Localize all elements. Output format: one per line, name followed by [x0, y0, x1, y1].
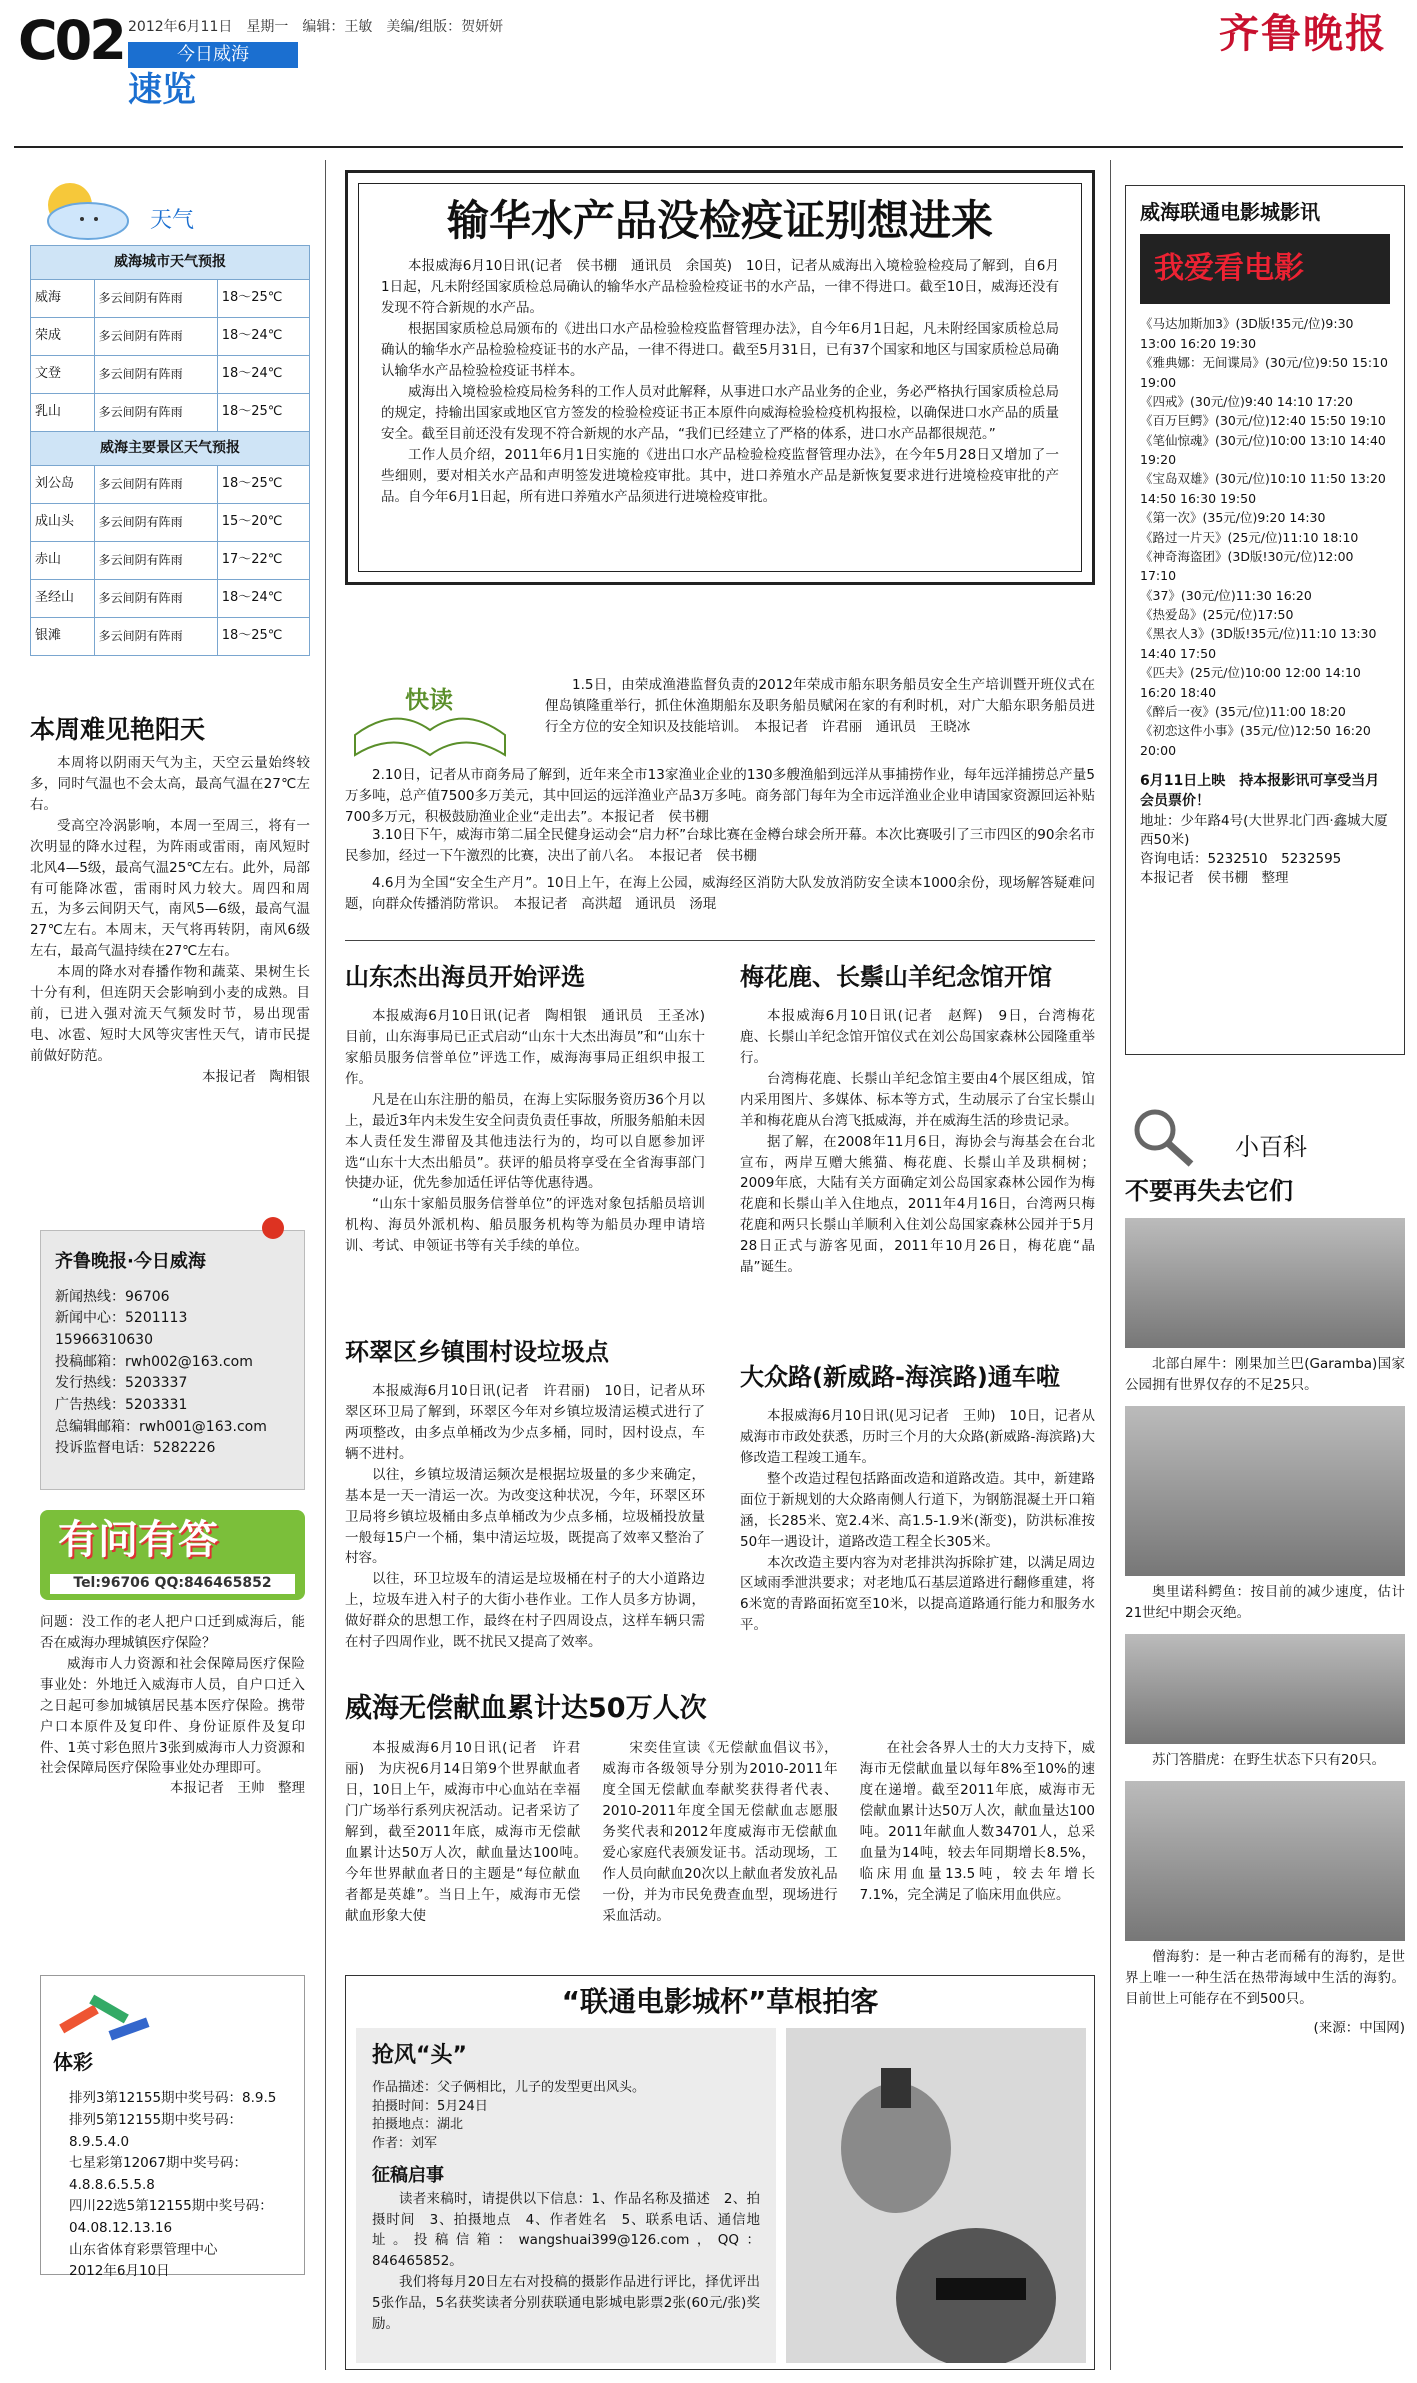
animal-photo [1125, 1634, 1405, 1744]
article-paragraph: 受高空冷涡影响，本周一至周三，将有一次明显的降水过程，为阵雨或雷雨，南风短时北风4—5级，最高气温25℃左右。此外，局部有可能降冰雹，雷雨时风力较大。周四和周五，为多云间阴天气，南风5—6级，最高气温27℃左右。本周末，天气将再转阴，南风6级左右，最高气温持续在27℃左右。 [30, 817, 310, 960]
article-byline: 本报记者 陶相银 [202, 1068, 310, 1085]
column-divider [1110, 160, 1111, 2370]
film-item: 《笔仙惊魂》(30元/位)10:00 13:10 14:40 19:20 [1140, 432, 1386, 468]
lottery-line: 2012年6月10日 [69, 2263, 170, 2280]
weather-row [31, 542, 310, 580]
contact-row: 15966310630 [55, 1331, 153, 1348]
qa-byline: 本报记者 王帅 整理 [170, 1780, 305, 1797]
weather-temp: 18～24℃ [217, 580, 309, 618]
qa-question: 问题：没工作的老人把户口迁到威海后，能否在威海办理城镇医疗保险？ [40, 1614, 305, 1651]
film-title: 威海联通电影城影讯 [1140, 200, 1320, 224]
contact-row: 广告热线：5203331 [55, 1396, 188, 1413]
lottery-panel [40, 1975, 305, 2280]
weather-temp: 17～22℃ [217, 542, 309, 580]
weather-name: 荣成 [31, 318, 95, 356]
weather-cond: 多云间阴有阵雨 [94, 580, 217, 618]
contact-row: 总编辑邮箱：rwh001@163.com [55, 1418, 267, 1435]
film-item: 《雅典娜：无间谍局》(30元/位)9:50 15:10 19:00 [1140, 355, 1388, 390]
lottery-line: 排列5第12155期中奖号码：8.9.5.4.0 [69, 2112, 243, 2150]
film-item: 《宝岛双雄》(30元/位)10:10 11:50 13:20 14:50 16:30 19:50 [1140, 471, 1386, 506]
article-paragraph: 本报威海6月10日讯(见习记者 王帅) 10日，记者从威海市市政处获悉，历时三个月的大众路(新威路-海滨路)大修改造工程竣工通车。 [740, 1408, 1095, 1466]
pin-icon [262, 1217, 284, 1239]
article-paragraph: 以往，乡镇垃圾清运频次是根据垃圾量的多少来确定，基本是一天一清运一次。为改变这种状况，今年，环翠区环卫局将乡镇垃圾桶由多点单桶改为少点多桶，垃圾桶投放量一般每15户一个桶，集中清运垃圾，既提高了效率又整治了村容。 [345, 1466, 705, 1567]
week-weather-article [30, 715, 310, 1088]
wiki-label: 小百科 [1235, 1133, 1307, 1161]
film-phone: 咨询电话：5232510 5232595 [1140, 851, 1342, 868]
article-paragraph: 本周的降水对春播作物和蔬菜、果树生长十分有利，但连阴天会影响到小麦的成熟。目前，已进入强对流天气频发时节，易出现雷电、冰雹、短时大风等灾害性天气，请市民提前做好防范。 [30, 964, 310, 1064]
designer: 美编/组版：贺妍妍 [386, 19, 504, 35]
weather-name: 文登 [31, 356, 95, 394]
animal-photo [1125, 1218, 1405, 1348]
film-item: 《醉后一夜》(35元/位)11:00 18:20 [1140, 703, 1346, 719]
wiki-item [1125, 1781, 1405, 2010]
film-byline: 本报记者 侯书棚 整理 [1140, 870, 1289, 887]
weather-temp: 18～24℃ [217, 356, 309, 394]
article-title: 威海无偿献血累计达50万人次 [345, 1693, 707, 1724]
contact-list [55, 1287, 290, 1461]
weather-row [31, 394, 310, 432]
issue-date: 2012年6月11日 星期一 [128, 19, 289, 35]
contact-row: 投诉监督电话：5282226 [55, 1440, 216, 1457]
weather-table [30, 245, 310, 656]
film-item: 《37》(30元/位)11:30 16:20 [1140, 587, 1312, 603]
article-blood [345, 1690, 1095, 1927]
wiki-source: (来源：中国网) [1313, 2020, 1405, 2037]
weather-cond: 多云间阴有阵雨 [94, 466, 217, 504]
photo-info [356, 2028, 776, 2363]
weather-name: 赤山 [31, 542, 95, 580]
film-banner-text: 我爱看电影 [1154, 251, 1304, 287]
lead-paragraph: 根据国家质检总局颁布的《进出口水产品检验检疫监督管理办法》，自今年6月1日起，凡未附经国家质检总局确认的输华水产品检验检疫证书的水产品，一律不得进口。截至5月31日，已有37个国家和地区与国家质检总局确认输华水产品检验检疫证书样本。 [381, 321, 1059, 379]
work-desc: 作品描述：父子俩相比，儿子的发型更出风头。 [372, 2080, 646, 2096]
article-title: 梅花鹿、长鬃山羊纪念馆开馆 [740, 963, 1052, 991]
weather-cond: 多云间阴有阵雨 [94, 394, 217, 432]
qa-answer: 威海市人力资源和社会保障局医疗保险事业处：外地迁入威海市人员，自户口迁入之日起可参加城镇居民基本医疗保险。携带户口本原件及复印件、身份证原件及复印件、1英寸彩色照片3张到威海市人力资源和社会保障局医疗保险事业处办理即可。 [40, 1655, 305, 1777]
article-deer [740, 960, 1095, 1278]
wiki-caption: 僧海豹：是一种古老而稀有的海豹，是世界上唯一一种生活在热带海域中生活的海豹。目前世上可能存在不到500只。 [1125, 1948, 1405, 2007]
weather-title: 天气 [150, 208, 195, 233]
article-paragraph: 据了解，在2008年11月6日，海协会与海基会在台北宣布，两岸互赠大熊猫、梅花鹿、长鬃山羊及珙桐树；2009年底，大陆有关方面确定刘公岛国家森林公园作为梅花鹿和长鬃山羊入住地点，2011年4月16日，台湾两只梅花鹿和两只长鬃山羊顺利入住刘公岛国家森林公园并于5月28日正式与游客见面，2011年10月26日，梅花鹿“晶晶”诞生。 [740, 1133, 1095, 1276]
article-paragraph: 本次改造主要内容为对老排洪沟拆除扩建，以满足周边区域雨季泄洪要求；对老地瓜石基层道路进行翻修重建，将6米宽的青路面拓宽至10米，以提高道路通行能力和服务水平。 [740, 1554, 1095, 1634]
lead-title: 输华水产品没检疫证别想进来 [446, 196, 993, 245]
weather-name: 成山头 [31, 504, 95, 542]
weather-header [30, 175, 310, 245]
film-item: 《路过一片天》(25元/位)11:10 18:10 [1140, 529, 1359, 545]
film-item: 《黑衣人3》(3D版!35元/位)11:10 13:30 14:40 17:50 [1140, 626, 1377, 661]
article-paragraph: 台湾梅花鹿、长鬃山羊纪念馆主要由4个展区组成，馆内采用图片、多媒体、标本等方式，生动展示了台宝长鬃山羊和梅花鹿从台湾飞抵威海，并在威海生活的珍贵记录。 [740, 1070, 1095, 1129]
animal-photo [1125, 1781, 1405, 1941]
weather-cond: 多云间阴有阵雨 [94, 542, 217, 580]
film-item: 《神奇海盗团》(3D版!30元/位)12:00 17:10 [1140, 548, 1354, 584]
article-paragraph: 本报威海6月10日讯(记者 赵辉) 9日，台湾梅花鹿、长鬃山羊纪念馆开馆仪式在刘公岛国家森林公园隆重举行。 [740, 1008, 1095, 1066]
section-rule [345, 940, 1095, 941]
lottery-title: 体彩 [53, 2050, 93, 2074]
qa-panel [40, 1510, 305, 1799]
weather-name: 圣经山 [31, 580, 95, 618]
qa-logo-box [40, 1510, 305, 1600]
magnifier-icon [1125, 1100, 1205, 1170]
film-address: 地址：少年路4号(大世界北门西·鑫城大厦西50米) [1140, 812, 1388, 848]
newspaper-logo: 齐鲁晚报 [1219, 10, 1387, 57]
weather-row [31, 356, 310, 394]
weather-cond: 多云间阴有阵雨 [94, 618, 217, 656]
film-item: 《百万巨鳄》(30元/位)12:40 15:50 19:10 [1140, 413, 1386, 429]
weather-name: 乳山 [31, 394, 95, 432]
photo-contest [345, 1975, 1095, 2370]
article-road [740, 1360, 1095, 1636]
header-rule [14, 146, 1403, 148]
article-title: 本周难见艳阳天 [30, 715, 206, 744]
film-panel [1125, 185, 1405, 1055]
weather-name: 威海 [31, 280, 95, 318]
city-forecast-header: 威海城市天气预报 [31, 246, 310, 280]
lead-paragraph: 工作人员介绍，2011年6月1日实施的《进出口水产品检验检疫监督管理办法》，在今年5月28日又增加了一些细则，要对相关水产品和声明签发进境检疫审批。其中，进口养殖水产品是新恢复要求进行进境检疫审批的产品。自今年6月1日起，所有进口养殖水产品须进行进境检疫审批。 [381, 446, 1059, 505]
column-divider [325, 160, 326, 2370]
lottery-line: 四川22选5第12155期中奖号码：04.08.12.13.16 [69, 2198, 273, 2237]
film-item: 《马达加斯加3》(3D版!35元/位)9:30 13:00 16:20 19:30 [1140, 316, 1354, 351]
weather-name: 银滩 [31, 618, 95, 656]
wiki-list [1125, 1218, 1405, 2009]
article-title: 环翠区乡镇围村设垃圾点 [345, 1338, 609, 1366]
lead-paragraph: 威海出入境检验检疫局检务科的工作人员对此解释，从事进口水产品业务的企业，务必严格执行国家质检总局的规定，持输出国家或地区官方签发的检验检疫证书正本原件向威海检验检疫机构报检，以确保进口水产品的质量安全。截至目前还没有发现不符合新规的水产品，“我们已经建立了严格的体系，进口水产品都很规范。” [381, 383, 1059, 442]
weather-row [31, 580, 310, 618]
qa-logo: 有问有答 [58, 1517, 218, 1563]
weather-temp: 18～25℃ [217, 280, 309, 318]
contact-row: 新闻热线：96706 [55, 1288, 170, 1305]
weather-temp: 18～24℃ [217, 318, 309, 356]
weather-row [31, 280, 310, 318]
lottery-line: 七星彩第12067期中奖号码：4.8.8.6.5.5.8 [69, 2155, 247, 2193]
lead-paragraph: 本报威海6月10日讯(记者 侯书棚 通讯员 余国英) 10日，记者从威海出入境检验检疫局了解到，自6月1日起，凡未附经国家质检总局确认的输华水产品检验检疫证书的水产品，一律不得进口。截至10日，威海还没有发现不符合新规的水产品。 [381, 258, 1059, 317]
quick-item: 3.10日下午，威海市第二届全民健身运动会“启力杯”台球比赛在金樽台球会所开幕。本次比赛吸引了三市四区的90余名市民参加，经过一下午激烈的比赛，决出了前八名。 本报记者 侯书棚 [345, 827, 1095, 864]
quick-item: 1.5日，由荣成渔港监督负责的2012年荣成市船东职务船员安全生产培训暨开班仪式在俚岛镇隆重举行，抓住休渔期船东及职务船员赋闲在家的有利时机，对广大船东职务船员进行全方位的安全知识及技能培训。 本报记者 许君丽 通讯员 王晓冰 [545, 677, 1095, 735]
wiki-caption: 北部白犀牛：刚果加兰巴(Garamba)国家公园拥有世界仅存的不足25只。 [1125, 1356, 1405, 1393]
article-paragraph: 本报威海6月10日讯(记者 陶相银 通讯员 王圣冰) 目前，山东海事局已正式启动“山东十大杰出海员”和“山东十家船员服务信誉单位”评选工作，威海海事局正组织申报工作。 [345, 1008, 719, 1087]
contact-row: 投稿邮箱：rwh002@163.com [55, 1353, 253, 1370]
section-tag: 今日威海 [128, 42, 298, 68]
film-banner [1140, 234, 1390, 304]
wiki-panel [1125, 1100, 1405, 2039]
work-place: 拍摄地点：湖北 [372, 2117, 464, 2133]
film-list [1140, 314, 1390, 760]
lottery-list [41, 2078, 304, 2282]
cloud-sun-icon [30, 175, 140, 245]
page-meta [128, 18, 503, 38]
weather-cond: 多云间阴有阵雨 [94, 318, 217, 356]
weather-temp: 18～25℃ [217, 394, 309, 432]
weather-cond: 多云间阴有阵雨 [94, 356, 217, 394]
scenic-forecast-header: 威海主要景区天气预报 [31, 432, 310, 466]
work-author: 作者：刘军 [372, 2135, 438, 2151]
editor: 编辑：王敏 [302, 19, 373, 35]
weather-temp: 18～25℃ [217, 466, 309, 504]
qa-tel: Tel:96706 QQ:846465852 [50, 1574, 295, 1594]
father-son-photo [786, 2028, 1086, 2363]
work-title: 抢风“头” [372, 2043, 467, 2068]
wiki-caption: 苏门答腊虎：在野生状态下只有20只。 [1152, 1751, 1386, 1768]
weather-row [31, 618, 310, 656]
film-item: 《四戒》(30元/位)9:40 14:10 17:20 [1140, 393, 1353, 409]
animal-photo [1125, 1406, 1405, 1576]
quick-read-section [345, 675, 1095, 925]
article-paragraph: 本周将以阴雨天气为主，天空云量始终较多，同时气温也不会太高，最高气温在27℃左右。 [30, 755, 310, 813]
call-title: 征稿启事 [372, 2165, 444, 2187]
wiki-title: 不要再失去它们 [1125, 1177, 1293, 1205]
article-column: 在社会各界人士的大力支持下，威海市无偿献血量以每年8%至10%的速度在递增。截至2011年底，威海市无偿献血累计达50万人次，献血量达100吨。2011年献血人数34701人，总采血量为14吨，较去年同期增长8.5%，临床用血量13.5吨，较去年增长7.1%，完全满足了临床用血供应。 [859, 1740, 1095, 1903]
section-title: 速览 [128, 70, 196, 110]
film-item: 《第一次》(35元/位)9:20 14:30 [1140, 510, 1326, 526]
wiki-item [1125, 1218, 1405, 1396]
film-item: 《热爱岛》(25元/位)17:50 [1140, 607, 1294, 623]
work-time: 拍摄时间：5月24日 [372, 2098, 488, 2114]
film-notice: 6月11日上映 持本报影讯可享受当月会员票价！ [1140, 773, 1380, 809]
article-paragraph: 整个改造过程包括路面改造和道路改造。其中，新建路面位于新规划的大众路南侧人行道下，为钢筋混凝土开口箱涵，长285米、宽2.4米、高1.5-1.9米(渐变)，防洪标准按50年一遇设计，道路改造工程全长305米。 [740, 1470, 1095, 1550]
weather-row [31, 504, 310, 542]
lottery-line: 山东省体育彩票管理中心 [69, 2241, 218, 2258]
article-paragraph: “山东十家船员服务信誉单位”的评选对象包括船员培训机构、海员外派机构、船员服务机构等为船员办理申请培训、考试、申领证书等有关手续的单位。 [345, 1196, 705, 1255]
weather-temp: 15～20℃ [217, 504, 309, 542]
quick-read-label: 快读 [405, 686, 453, 714]
film-item: 《初恋这件小事》(35元/位)12:50 16:20 20:00 [1140, 723, 1371, 758]
weather-cond: 多云间阴有阵雨 [94, 280, 217, 318]
wiki-caption: 奥里诺科鳄鱼：按目前的减少速度，估计21世纪中期会灭绝。 [1125, 1583, 1405, 1621]
contact-row: 新闻中心：5201113 [55, 1310, 188, 1327]
contact-title: 齐鲁晚报·今日威海 [55, 1251, 206, 1272]
contact-row: 发行热线：5203337 [55, 1375, 188, 1392]
wiki-item [1125, 1406, 1405, 1624]
call-text: 我们将每月20日左右对投稿的摄影作品进行评比，择优评出5张作品，5名获奖读者分别获联通电影城电影票2张(60元/张)奖励。 [372, 2274, 760, 2333]
lead-article-frame [345, 170, 1095, 585]
weather-row [31, 466, 310, 504]
contact-card [40, 1230, 305, 1490]
weather-row [31, 318, 310, 356]
article-seafarers [345, 960, 719, 1257]
article-title: 大众路(新威路-海滨路)通车啦 [740, 1363, 1060, 1391]
quick-item: 2.10日，记者从市商务局了解到，近年来全市13家渔业企业的130多艘渔船到远洋从事捕捞作业，每年远洋捕捞总产量5万多吨，总产值7500多万美元，其中回运的远洋渔业产品3万多吨。商务部门每年为全市远洋渔业企业申请国家资源回运补贴700多万元，积极鼓励渔业企业“走出去”。本报记者 侯书棚 [345, 767, 1095, 825]
weather-temp: 18～25℃ [217, 618, 309, 656]
article-paragraph: 以往，环卫垃圾车的清运是垃圾桶在村子的大小道路边上，垃圾车进入村子的大街小巷作业。工作人员多方协调，做好群众的思想工作，最终在村子四周设点，这样车辆只需在村子四周作业，既不扰民又提高了效率。 [345, 1571, 705, 1651]
weather-panel [30, 175, 310, 656]
film-item: 《匹夫》(25元/位)10:00 12:00 14:10 16:20 18:40 [1140, 665, 1361, 700]
lottery-line: 排列3第12155期中奖号码：8.9.5 [69, 2090, 277, 2107]
page-code: C02 [18, 9, 124, 72]
call-text: 读者来稿时，请提供以下信息：1、作品名称及描述 2、拍摄时间 3、拍摄地点 4、作者姓名 5、联系电话、通信地址。投稿信箱：wangshuai399@126.com，QQ：846465852。 [372, 2190, 760, 2270]
article-column: 本报威海6月10日讯(记者 许君丽) 为庆祝6月14日第9个世界献血者日，10日上午，威海市中心血站在幸福门广场举行系列庆祝活动。记者采访了解到，截至2011年底，威海市无偿献血累计达50万人次，献血量达100吨。 今年世界献血者日的主题是“每位献血者都是英雄”。当日上午，威海市无偿献血形象大使 [345, 1740, 608, 1924]
wiki-item [1125, 1634, 1405, 1771]
article-paragraph: 本报威海6月10日讯(记者 许君丽) 10日，记者从环翠区环卫局了解到，环翠区今年对乡镇垃圾清运模式进行了两项整改，由多点单桶改为少点多桶，同时，因村设点，车辆不进村。 [345, 1383, 705, 1462]
weather-name: 刘公岛 [31, 466, 95, 504]
weather-cond: 多云间阴有阵雨 [94, 504, 217, 542]
wiki-header [1125, 1100, 1405, 1170]
article-garbage [345, 1335, 705, 1653]
quick-item: 4.6月为全国“安全生产月”。10日上午，在海上公园，威海经区消防大队发放消防安全读本1000余份，现场解答疑难问题，向群众传播消防常识。 本报记者 高洪超 通讯员 汤琨 [345, 875, 1095, 912]
article-paragraph: 凡是在山东注册的船员，在海上实际服务资历36个月以上，最近3年内未发生安全问责负责任事故，所服务船舶未因本人责任发生滞留及其他违法行为的，均可以自愿参加评选“山东十大杰出船员”。获评的船员将享受在全省海事部门快捷办证，优先参加适任评估等优惠待遇。 [345, 1091, 705, 1192]
article-column: 宋奕佳宣读《无偿献血倡议书》，威海市各级领导分别为2010-2011年度全国无偿献血奉献奖获得者代表、2010-2011年度全国无偿献血志愿服务奖代表和2012年度威海市无偿献血爱心家庭代表颁发证书。活动现场，工作人员向献血20次以上献血者发放礼品一份，并为市民免费查血型，现场进行采血活动。 [602, 1740, 838, 1924]
article-title: 山东杰出海员开始评选 [345, 963, 585, 991]
photo-contest-title: “联通电影城杯”草根拍客 [561, 1985, 879, 2018]
